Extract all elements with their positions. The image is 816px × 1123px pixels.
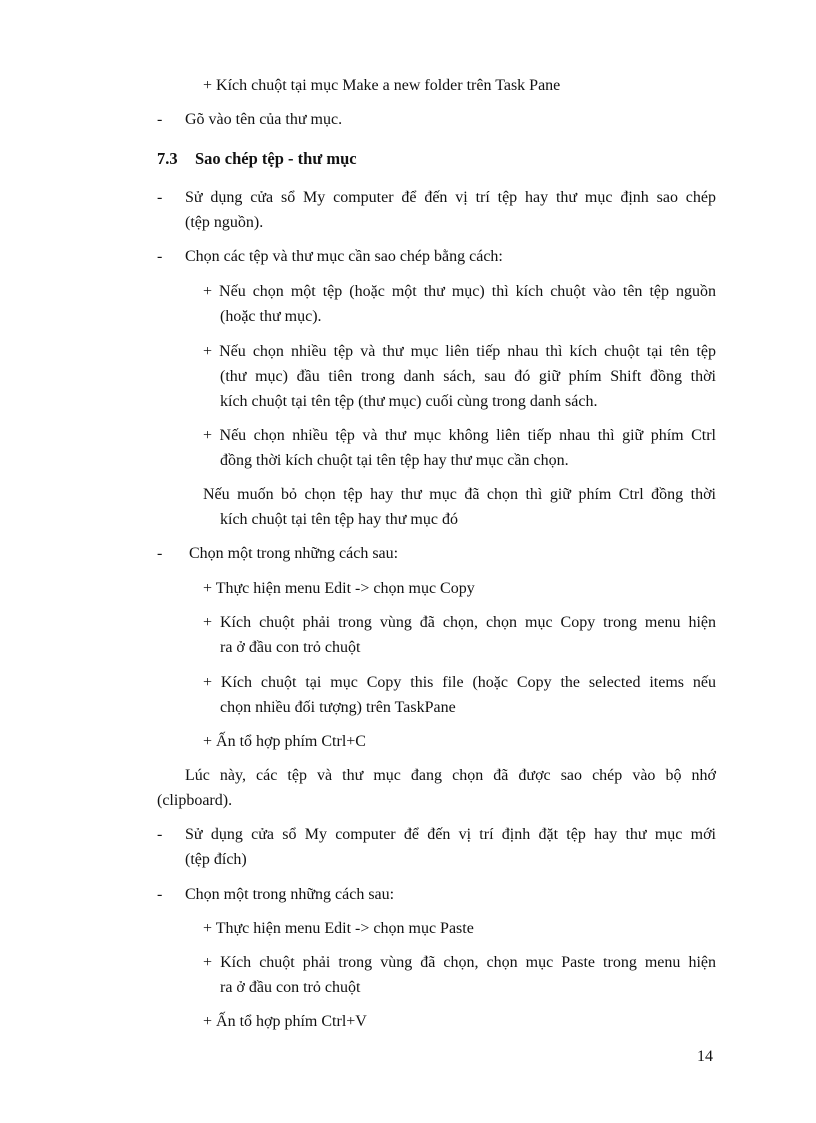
text-line: kích chuột tại tên tệp hay thư mục đó: [220, 511, 458, 528]
bullet-dash: -: [157, 189, 163, 206]
text-line: Chọn một trong những cách sau:: [189, 545, 399, 562]
section-title: Sao chép tệp - thư mục: [195, 149, 357, 168]
text-line: chọn nhiều đối tượng) trên TaskPane: [220, 699, 456, 716]
text-line: Nếu muốn bỏ chọn tệp hay thư mục đã chọn thì giữ phím Ctrl đồng thời: [203, 486, 716, 503]
bullet-dash: -: [157, 248, 163, 265]
text-line: (clipboard).: [157, 792, 233, 809]
text-line: ra ở đầu con trỏ chuột: [220, 979, 361, 996]
text-line: + Kích chuột phải trong vùng đã chọn, chọn mục Paste trong menu hiện: [203, 954, 716, 971]
text-line: + Kích chuột tại mục Copy this file (hoặc Copy the selected items nếu: [203, 674, 716, 691]
text-line: + Thực hiện menu Edit -> chọn mục Paste: [203, 920, 474, 937]
section-number: 7.3: [157, 149, 178, 168]
text-line: + Kích chuột phải trong vùng đã chọn, chọn mục Copy trong menu hiện: [203, 614, 716, 631]
text-line: + Thực hiện menu Edit -> chọn mục Copy: [203, 580, 475, 597]
page-number: 14: [697, 1048, 713, 1065]
bullet-dash: -: [157, 545, 163, 562]
text-line: ra ở đầu con trỏ chuột: [220, 639, 361, 656]
text-line: + Nếu chọn nhiều tệp và thư mục liên tiếp nhau thì kích chuột tại tên tệp: [203, 343, 716, 360]
text-line: + Nếu chọn một tệp (hoặc một thư mục) thì kích chuột vào tên tệp nguồn: [203, 283, 716, 300]
text-line: (tệp nguồn).: [185, 214, 264, 231]
text-line: Gõ vào tên của thư mục.: [185, 111, 343, 128]
text-line: Chọn một trong những cách sau:: [185, 886, 395, 903]
text-line: + Nếu chọn nhiều tệp và thư mục không liên tiếp nhau thì giữ phím Ctrl: [203, 427, 716, 444]
text-line: Chọn các tệp và thư mục cần sao chép bằng cách:: [185, 248, 503, 265]
text-line: (thư mục) đầu tiên trong danh sách, sau đó giữ phím Shift đồng thời: [220, 368, 716, 385]
text-line: kích chuột tại tên tệp (thư mục) cuối cùng trong danh sách.: [220, 393, 598, 410]
text-line: (tệp đích): [185, 851, 247, 868]
bullet-dash: -: [157, 886, 163, 903]
text-line: (hoặc thư mục).: [220, 308, 322, 325]
text-line: + Ấn tổ hợp phím Ctrl+V: [203, 1013, 367, 1030]
bullet-dash: -: [157, 111, 163, 128]
text-line: + Kích chuột tại mục Make a new folder trên Task Pane: [203, 77, 561, 94]
text-line: Sử dụng cửa sổ My computer để đến vị trí định đặt tệp hay thư mục mới: [185, 826, 716, 843]
bullet-dash: -: [157, 826, 163, 843]
text-line: Sử dụng cửa sổ My computer để đến vị trí tệp hay thư mục định sao chép: [185, 189, 716, 206]
text-line: + Ấn tổ hợp phím Ctrl+C: [203, 733, 366, 750]
text-line: đồng thời kích chuột tại tên tệp hay thư mục cần chọn.: [220, 452, 569, 469]
text-line: Lúc này, các tệp và thư mục đang chọn đã được sao chép vào bộ nhớ: [185, 767, 716, 784]
